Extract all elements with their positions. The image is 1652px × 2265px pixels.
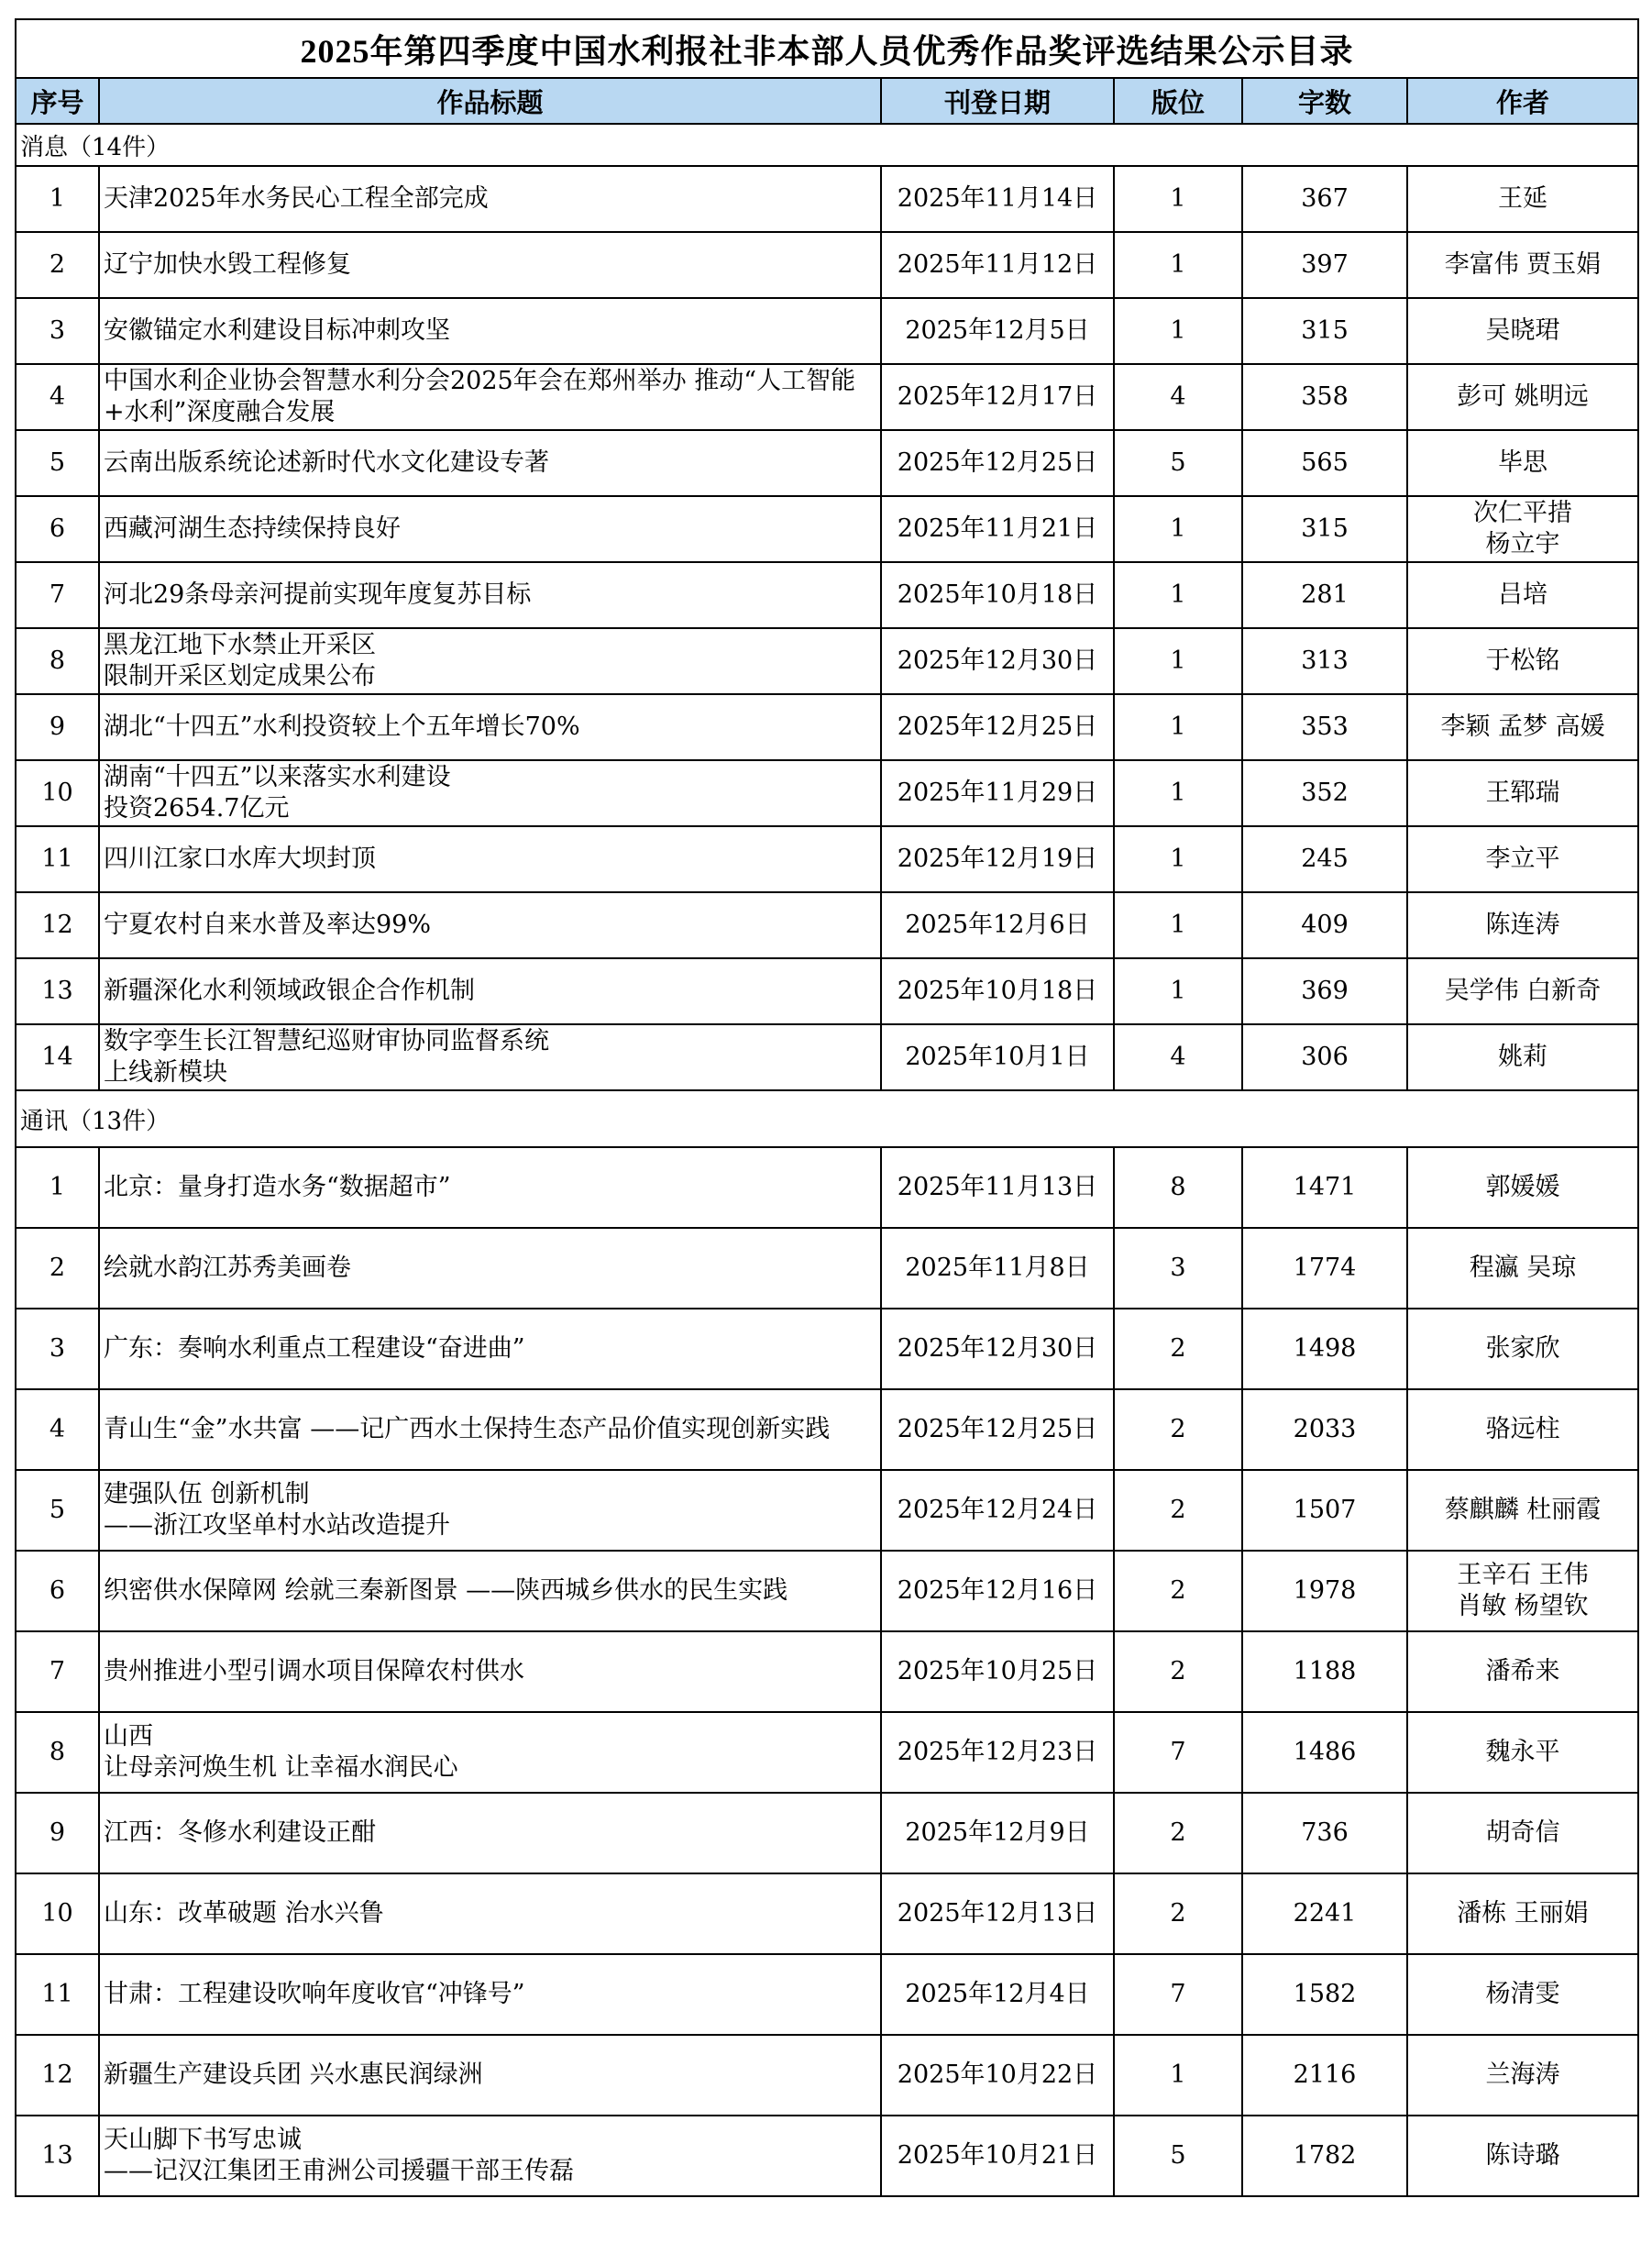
- cell-page: 2: [1114, 1873, 1242, 1954]
- cell-date: 2025年10月21日: [881, 2116, 1114, 2196]
- cell-page: 8: [1114, 1147, 1242, 1228]
- cell-words: 353: [1242, 694, 1407, 760]
- cell-words: 315: [1242, 496, 1407, 562]
- cell-date: 2025年12月23日: [881, 1712, 1114, 1793]
- cell-title: 四川江家口水库大坝封顶: [99, 826, 881, 892]
- cell-title: 湖南“十四五”以来落实水利建设 投资2654.7亿元: [99, 760, 881, 826]
- cell-title: 山东：改革破题 治水兴鲁: [99, 1873, 881, 1954]
- cell-title: 宁夏农村自来水普及率达99%: [99, 892, 881, 958]
- cell-page: 7: [1114, 1954, 1242, 2035]
- table-row: [16, 166, 1638, 232]
- cell-date: 2025年10月18日: [881, 958, 1114, 1024]
- cell-author: 郭媛媛: [1407, 1147, 1638, 1228]
- cell-num: 9: [16, 1793, 99, 1873]
- cell-title: 广东：奏响水利重点工程建设“奋进曲”: [99, 1309, 881, 1389]
- cell-num: 10: [16, 1873, 99, 1954]
- table-row: [16, 1793, 1638, 1873]
- table-row: [16, 826, 1638, 892]
- table-row: [16, 2116, 1638, 2196]
- cell-author: 陈连涛: [1407, 892, 1638, 958]
- table-row: [16, 232, 1638, 298]
- cell-words: 281: [1242, 562, 1407, 628]
- cell-date: 2025年11月29日: [881, 760, 1114, 826]
- cell-words: 1486: [1242, 1712, 1407, 1793]
- header-row: [16, 78, 1638, 124]
- cell-page: 2: [1114, 1551, 1242, 1631]
- cell-page: 5: [1114, 2116, 1242, 2196]
- cell-title: 新疆生产建设兵团 兴水惠民润绿洲: [99, 2035, 881, 2116]
- cell-title: 建强队伍 创新机制 ——浙江攻坚单村水站改造提升: [99, 1470, 881, 1551]
- table-row: [16, 1024, 1638, 1090]
- cell-words: 369: [1242, 958, 1407, 1024]
- cell-page: 1: [1114, 694, 1242, 760]
- cell-page: 1: [1114, 562, 1242, 628]
- cell-date: 2025年12月6日: [881, 892, 1114, 958]
- header-author: 作者: [1407, 78, 1638, 124]
- cell-author: 兰海涛: [1407, 2035, 1638, 2116]
- header-page: 版位: [1114, 78, 1242, 124]
- cell-words: 1582: [1242, 1954, 1407, 2035]
- cell-author: 蔡麒麟 杜丽霞: [1407, 1470, 1638, 1551]
- cell-words: 313: [1242, 628, 1407, 694]
- cell-title: 辽宁加快水毁工程修复: [99, 232, 881, 298]
- cell-num: 3: [16, 1309, 99, 1389]
- cell-author: 胡奇信: [1407, 1793, 1638, 1873]
- cell-page: 5: [1114, 430, 1242, 496]
- cell-author: 张家欣: [1407, 1309, 1638, 1389]
- table-row: [16, 364, 1638, 430]
- table-row: [16, 1470, 1638, 1551]
- cell-date: 2025年12月13日: [881, 1873, 1114, 1954]
- cell-page: 1: [1114, 892, 1242, 958]
- header-words: 字数: [1242, 78, 1407, 124]
- cell-num: 14: [16, 1024, 99, 1090]
- cell-words: 1782: [1242, 2116, 1407, 2196]
- section-label: 消息（14件）: [16, 124, 1638, 166]
- table-row: [16, 1228, 1638, 1309]
- cell-page: 1: [1114, 628, 1242, 694]
- table-row: [16, 298, 1638, 364]
- cell-date: 2025年12月30日: [881, 628, 1114, 694]
- cell-title: 江西：冬修水利建设正酣: [99, 1793, 881, 1873]
- header-num: 序号: [16, 78, 99, 124]
- cell-date: 2025年12月16日: [881, 1551, 1114, 1631]
- cell-date: 2025年11月8日: [881, 1228, 1114, 1309]
- cell-page: 1: [1114, 760, 1242, 826]
- cell-num: 10: [16, 760, 99, 826]
- cell-words: 352: [1242, 760, 1407, 826]
- cell-title: 绘就水韵江苏秀美画卷: [99, 1228, 881, 1309]
- cell-date: 2025年12月19日: [881, 826, 1114, 892]
- cell-title: 黑龙江地下水禁止开采区 限制开采区划定成果公布: [99, 628, 881, 694]
- cell-title: 甘肃：工程建设吹响年度收官“冲锋号”: [99, 1954, 881, 2035]
- cell-date: 2025年10月1日: [881, 1024, 1114, 1090]
- page-title: 2025年第四季度中国水利报社非本部人员优秀作品奖评选结果公示目录: [16, 19, 1638, 78]
- cell-num: 11: [16, 826, 99, 892]
- cell-title: 天山脚下书写忠诚 ——记汉江集团王甫洲公司援疆干部王传磊: [99, 2116, 881, 2196]
- cell-title: 北京：量身打造水务“数据超市”: [99, 1147, 881, 1228]
- cell-page: 1: [1114, 298, 1242, 364]
- cell-author: 吴学伟 白新奇: [1407, 958, 1638, 1024]
- cell-words: 397: [1242, 232, 1407, 298]
- cell-num: 2: [16, 1228, 99, 1309]
- cell-num: 11: [16, 1954, 99, 2035]
- cell-num: 5: [16, 1470, 99, 1551]
- cell-author: 姚莉: [1407, 1024, 1638, 1090]
- cell-author: 程瀛 吴琼: [1407, 1228, 1638, 1309]
- table-row: [16, 628, 1638, 694]
- cell-words: 1498: [1242, 1309, 1407, 1389]
- cell-author: 王郓瑞: [1407, 760, 1638, 826]
- cell-date: 2025年10月22日: [881, 2035, 1114, 2116]
- cell-num: 7: [16, 562, 99, 628]
- cell-words: 367: [1242, 166, 1407, 232]
- table-row: [16, 1389, 1638, 1470]
- cell-words: 1978: [1242, 1551, 1407, 1631]
- cell-page: 4: [1114, 1024, 1242, 1090]
- cell-date: 2025年11月13日: [881, 1147, 1114, 1228]
- cell-num: 1: [16, 1147, 99, 1228]
- table-row: [16, 760, 1638, 826]
- cell-num: 4: [16, 1389, 99, 1470]
- table-row: [16, 1712, 1638, 1793]
- cell-date: 2025年12月4日: [881, 1954, 1114, 2035]
- cell-page: 7: [1114, 1712, 1242, 1793]
- cell-words: 2241: [1242, 1873, 1407, 1954]
- cell-author: 毕思: [1407, 430, 1638, 496]
- result-table: [15, 18, 1639, 2197]
- table-row: [16, 958, 1638, 1024]
- cell-date: 2025年11月14日: [881, 166, 1114, 232]
- table-row: [16, 430, 1638, 496]
- cell-words: 2033: [1242, 1389, 1407, 1470]
- cell-num: 9: [16, 694, 99, 760]
- cell-date: 2025年10月25日: [881, 1631, 1114, 1712]
- cell-title: 新疆深化水利领域政银企合作机制: [99, 958, 881, 1024]
- table-row: [16, 1631, 1638, 1712]
- cell-words: 1774: [1242, 1228, 1407, 1309]
- cell-words: 245: [1242, 826, 1407, 892]
- table-row: [16, 562, 1638, 628]
- header-title: 作品标题: [99, 78, 881, 124]
- table-row: [16, 892, 1638, 958]
- cell-num: 2: [16, 232, 99, 298]
- cell-num: 13: [16, 958, 99, 1024]
- section-label: 通讯（13件）: [16, 1090, 1638, 1147]
- cell-date: 2025年12月9日: [881, 1793, 1114, 1873]
- cell-author: 杨清雯: [1407, 1954, 1638, 2035]
- cell-num: 12: [16, 2035, 99, 2116]
- cell-date: 2025年11月12日: [881, 232, 1114, 298]
- table-row: [16, 1954, 1638, 2035]
- cell-num: 6: [16, 496, 99, 562]
- cell-words: 1471: [1242, 1147, 1407, 1228]
- cell-author: 吕培: [1407, 562, 1638, 628]
- cell-author: 王延: [1407, 166, 1638, 232]
- cell-words: 736: [1242, 1793, 1407, 1873]
- cell-date: 2025年12月30日: [881, 1309, 1114, 1389]
- cell-title: 山西 让母亲河焕生机 让幸福水润民心: [99, 1712, 881, 1793]
- section-row: [16, 124, 1638, 166]
- cell-date: 2025年12月24日: [881, 1470, 1114, 1551]
- cell-author: 彭可 姚明远: [1407, 364, 1638, 430]
- cell-title: 贵州推进小型引调水项目保障农村供水: [99, 1631, 881, 1712]
- cell-date: 2025年12月25日: [881, 1389, 1114, 1470]
- cell-title: 中国水利企业协会智慧水利分会2025年会在郑州举办 推动“人工智能+水利”深度融合发展: [99, 364, 881, 430]
- table-row: [16, 1873, 1638, 1954]
- cell-author: 李富伟 贾玉娟: [1407, 232, 1638, 298]
- cell-page: 1: [1114, 958, 1242, 1024]
- cell-page: 1: [1114, 166, 1242, 232]
- cell-date: 2025年12月25日: [881, 694, 1114, 760]
- section-row: [16, 1090, 1638, 1147]
- table-row: [16, 496, 1638, 562]
- cell-page: 1: [1114, 496, 1242, 562]
- cell-page: 1: [1114, 2035, 1242, 2116]
- cell-page: 4: [1114, 364, 1242, 430]
- cell-title: 西藏河湖生态持续保持良好: [99, 496, 881, 562]
- cell-page: 2: [1114, 1631, 1242, 1712]
- cell-num: 4: [16, 364, 99, 430]
- cell-author: 魏永平: [1407, 1712, 1638, 1793]
- cell-title: 安徽锚定水利建设目标冲刺攻坚: [99, 298, 881, 364]
- cell-num: 8: [16, 1712, 99, 1793]
- cell-num: 3: [16, 298, 99, 364]
- cell-author: 骆远柱: [1407, 1389, 1638, 1470]
- table-row: [16, 694, 1638, 760]
- cell-num: 1: [16, 166, 99, 232]
- cell-words: 409: [1242, 892, 1407, 958]
- cell-title: 天津2025年水务民心工程全部完成: [99, 166, 881, 232]
- cell-num: 13: [16, 2116, 99, 2196]
- cell-author: 潘希来: [1407, 1631, 1638, 1712]
- cell-page: 2: [1114, 1389, 1242, 1470]
- cell-words: 2116: [1242, 2035, 1407, 2116]
- cell-words: 565: [1242, 430, 1407, 496]
- table-row: [16, 1309, 1638, 1389]
- cell-words: 306: [1242, 1024, 1407, 1090]
- cell-num: 5: [16, 430, 99, 496]
- cell-title: 织密供水保障网 绘就三秦新图景 ——陕西城乡供水的民生实践: [99, 1551, 881, 1631]
- cell-title: 数字孪生长江智慧纪巡财审协同监督系统 上线新模块: [99, 1024, 881, 1090]
- cell-date: 2025年10月18日: [881, 562, 1114, 628]
- cell-num: 12: [16, 892, 99, 958]
- cell-page: 1: [1114, 826, 1242, 892]
- cell-page: 1: [1114, 232, 1242, 298]
- cell-page: 2: [1114, 1470, 1242, 1551]
- table-row: [16, 2035, 1638, 2116]
- table-row: [16, 1147, 1638, 1228]
- cell-num: 7: [16, 1631, 99, 1712]
- cell-date: 2025年12月25日: [881, 430, 1114, 496]
- cell-date: 2025年12月5日: [881, 298, 1114, 364]
- cell-title: 青山生“金”水共富 ——记广西水土保持生态产品价值实现创新实践: [99, 1389, 881, 1470]
- cell-words: 1188: [1242, 1631, 1407, 1712]
- cell-date: 2025年11月21日: [881, 496, 1114, 562]
- cell-author: 李立平: [1407, 826, 1638, 892]
- cell-author: 于松铭: [1407, 628, 1638, 694]
- cell-num: 8: [16, 628, 99, 694]
- cell-page: 2: [1114, 1793, 1242, 1873]
- cell-words: 1507: [1242, 1470, 1407, 1551]
- cell-title: 河北29条母亲河提前实现年度复苏目标: [99, 562, 881, 628]
- cell-title: 湖北“十四五”水利投资较上个五年增长70%: [99, 694, 881, 760]
- cell-author: 王辛石 王伟 肖敏 杨望钦: [1407, 1551, 1638, 1631]
- cell-words: 358: [1242, 364, 1407, 430]
- cell-author: 潘栋 王丽娟: [1407, 1873, 1638, 1954]
- cell-num: 6: [16, 1551, 99, 1631]
- cell-author: 陈诗璐: [1407, 2116, 1638, 2196]
- table-row: [16, 1551, 1638, 1631]
- cell-author: 次仁平措 杨立宇: [1407, 496, 1638, 562]
- header-date: 刊登日期: [881, 78, 1114, 124]
- cell-author: 李颖 孟梦 高媛: [1407, 694, 1638, 760]
- cell-title: 云南出版系统论述新时代水文化建设专著: [99, 430, 881, 496]
- cell-page: 2: [1114, 1309, 1242, 1389]
- cell-date: 2025年12月17日: [881, 364, 1114, 430]
- cell-author: 吴晓珺: [1407, 298, 1638, 364]
- cell-words: 315: [1242, 298, 1407, 364]
- cell-page: 3: [1114, 1228, 1242, 1309]
